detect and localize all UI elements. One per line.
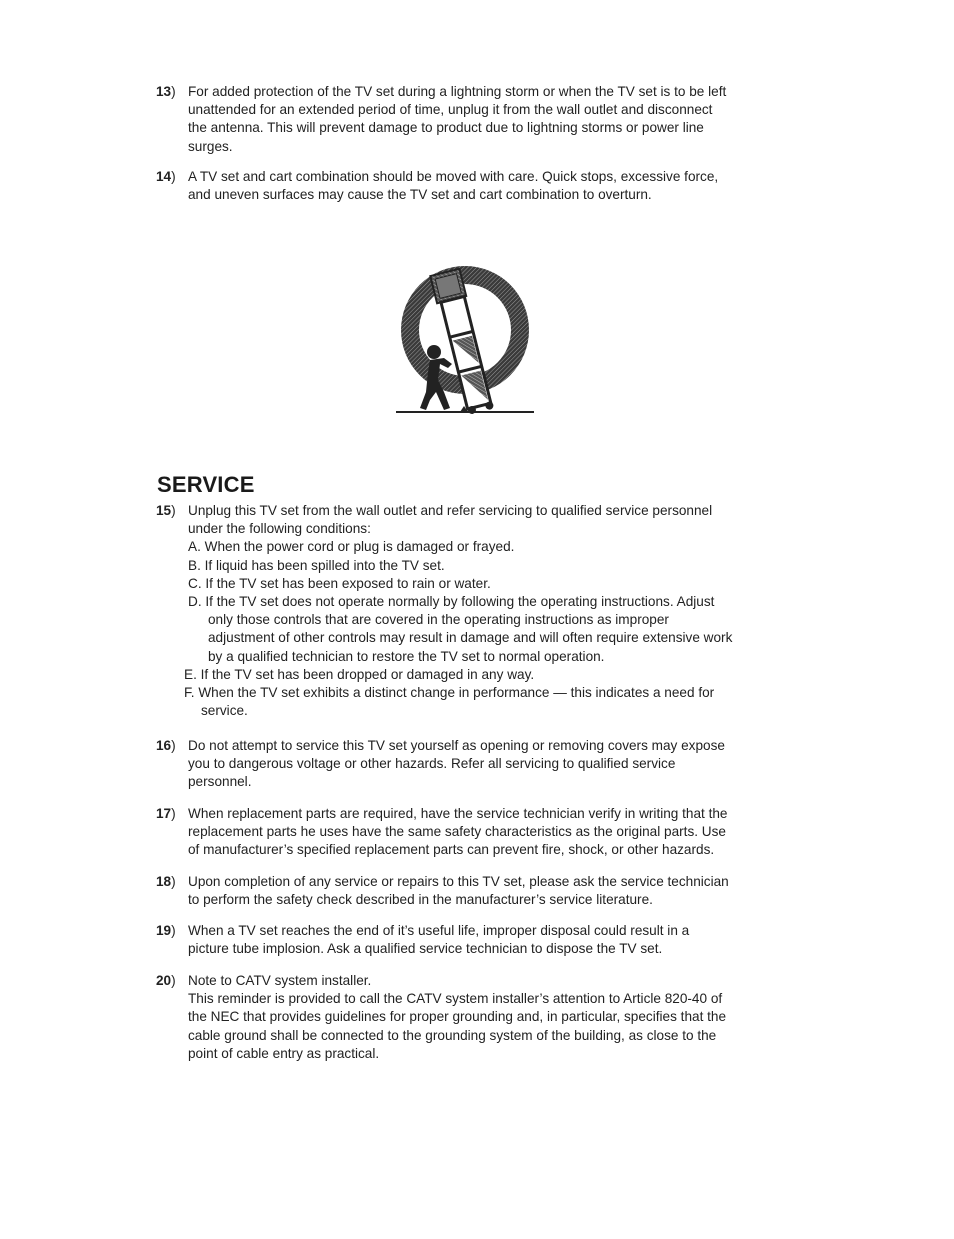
condition-b: B. If liquid has been spilled into the TV set. [188, 557, 445, 573]
condition-d [188, 593, 806, 666]
item-text [188, 873, 806, 909]
safety-item-13 [156, 83, 806, 156]
safety-item-20 [156, 972, 806, 1063]
item-text [188, 737, 806, 792]
text-line: F. When the TV set exhibits a distinct change in performance — this indicates a need for [184, 685, 715, 701]
item-number: 15) [156, 503, 176, 518]
safety-item-19 [156, 922, 806, 958]
text-line: picture tube implosion. Ask a qualified service technician to dispose the TV set. [188, 941, 663, 957]
item-text [188, 922, 806, 958]
text-line: This reminder is provided to call the CATV system installer’s attention to Article 820-40 of [188, 991, 723, 1007]
text-line: A TV set and cart combination should be moved with care. Quick stops, excessive force, [188, 169, 719, 184]
item-text [188, 805, 806, 860]
item-number: 20) [156, 973, 176, 988]
item-number: 14) [156, 169, 176, 184]
condition-a: A. When the power cord or plug is damaged or frayed. [188, 539, 515, 555]
text-line: you to dangerous voltage or other hazards. Refer all servicing to qualified service [188, 756, 676, 772]
text-line: Note to CATV system installer. [188, 973, 372, 988]
text-line: surges. [188, 138, 233, 154]
text-line: by a qualified technician to restore the TV set to normal operation. [208, 648, 605, 664]
safety-item-14 [156, 168, 806, 204]
text-line: unattended for an extended period of time, unplug it from the wall outlet and disconnect [188, 102, 713, 118]
item-text [188, 83, 806, 156]
text-line: adjustment of other controls may result in damage and will often require extensive work [208, 630, 733, 646]
item-text [188, 168, 806, 204]
item-number: 19) [156, 923, 176, 938]
text-line: Upon completion of any service or repairs to this TV set, please ask the service technician [188, 874, 729, 889]
text-line: to perform the safety check described in the manufacturer’s service literature. [188, 892, 653, 908]
condition-e: E. If the TV set has been dropped or damaged in any way. [184, 666, 535, 682]
safety-item-17 [156, 805, 806, 860]
condition-f [184, 684, 806, 720]
condition-c: C. If the TV set has been exposed to rain or water. [188, 575, 491, 591]
item-number: 18) [156, 874, 176, 889]
item-text [188, 972, 806, 1063]
text-line: When a TV set reaches the end of it’s useful life, improper disposal could result in a [188, 923, 690, 938]
text-line: For added protection of the TV set during a lightning storm or when the TV set is to be left [188, 84, 727, 99]
item-text [184, 502, 806, 720]
text-line: and uneven surfaces may cause the TV set and cart combination to overturn. [188, 187, 652, 203]
text-line: personnel. [188, 774, 252, 790]
item-number: 16) [156, 738, 176, 753]
safety-item-16 [156, 737, 806, 792]
text-line: of manufacturer’s specified replacement parts can prevent fire, shock, or other hazards. [188, 842, 715, 858]
text-line: Do not attempt to service this TV set yourself as opening or removing covers may expose [188, 738, 725, 753]
text-line: point of cable entry as practical. [188, 1045, 380, 1061]
text-line: cable ground shall be connected to the grounding system of the building, as close to the [188, 1027, 717, 1043]
text-line: the NEC that provides guidelines for proper grounding and, in particular, specifies that the [188, 1009, 727, 1025]
text-line: Unplug this TV set from the wall outlet and refer servicing to qualified service personnel [188, 503, 713, 518]
safety-item-18 [156, 873, 806, 909]
text-line: only those controls that are covered in the operating instructions as improper [208, 612, 669, 628]
text-line: replacement parts he uses have the same safety characteristics as the original parts. Use [188, 824, 726, 840]
text-line: service. [201, 703, 248, 719]
cart-tip-over-warning-icon [392, 254, 538, 422]
item-number: 17) [156, 806, 176, 821]
text-line: the antenna. This will prevent damage to product due to lightning storms or power line [188, 120, 704, 136]
text-line: under the following conditions: [188, 521, 371, 537]
item-number: 13) [156, 84, 176, 99]
text-line: When replacement parts are required, have the service technician verify in writing that the [188, 806, 728, 821]
text-line: D. If the TV set does not operate normally by following the operating instructions. Adjust [188, 594, 715, 610]
section-title-service: SERVICE [157, 472, 255, 497]
safety-item-15 [156, 502, 806, 720]
